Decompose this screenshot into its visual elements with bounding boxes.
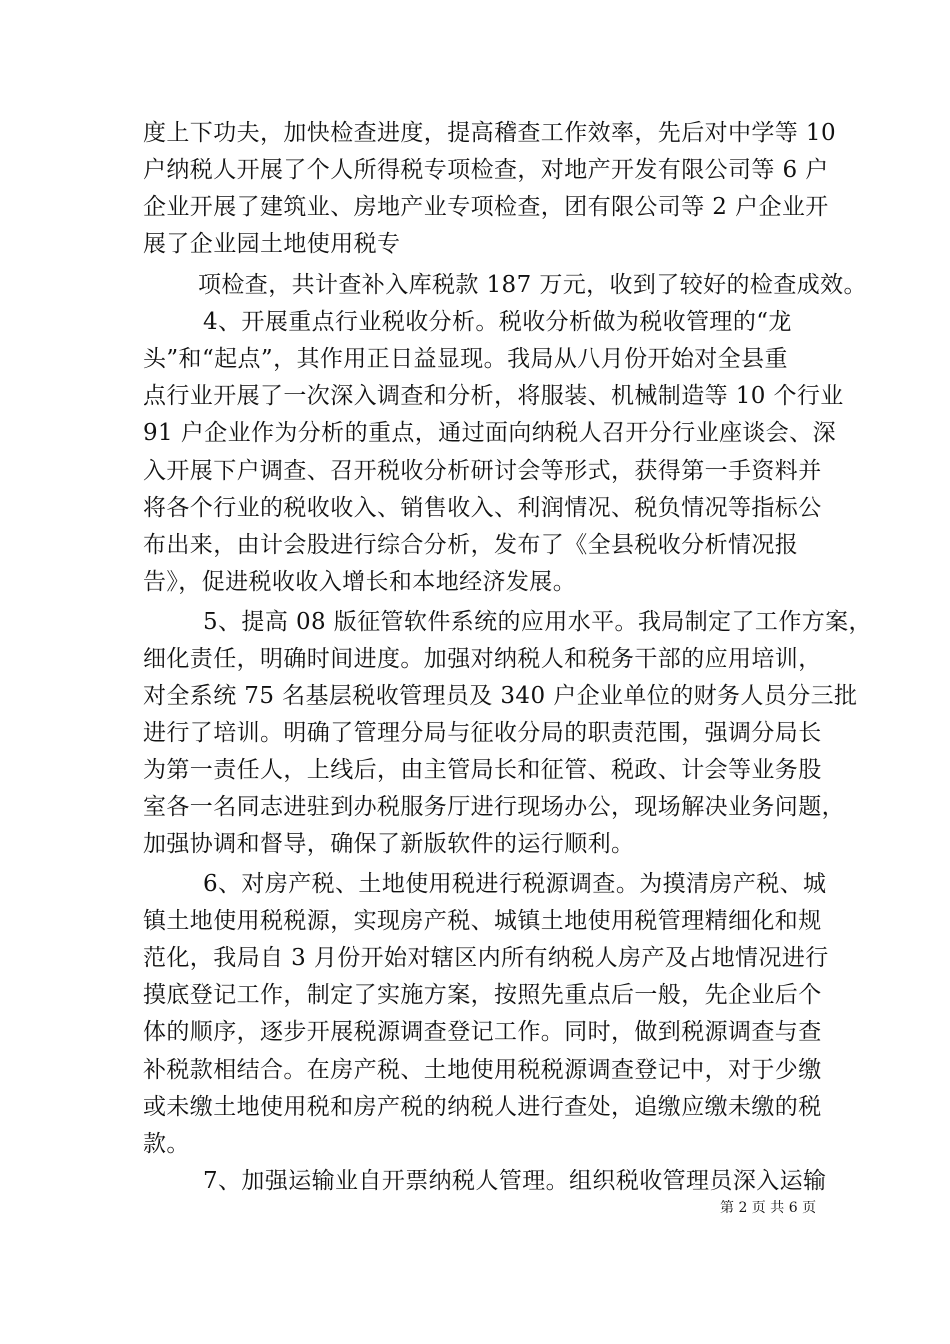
text-line: 室各一名同志进驻到办税服务厅进行现场办公，现场解决业务问题， [143, 794, 845, 821]
text-line: 户纳税人开展了个人所得税专项检查，对地产开发有限公司等 6 户 [143, 157, 829, 184]
text-line: 对全系统 75 名基层税收管理员及 340 户企业单位的财务人员分三批 [143, 682, 858, 709]
text-line: 91 户企业作为分析的重点，通过面向纳税人召开分行业座谈会、深 [143, 420, 836, 447]
text-line: 进行了培训。明确了管理分局与征收分局的职责范围，强调分局长 [143, 719, 822, 746]
text-line: 头”和“起点”，其作用正日益显现。我局从八月份开始对全县重 [143, 346, 788, 373]
text-line: 项检查，共计查补入库税款 187 万元，收到了较好的检查成效。 [198, 271, 867, 298]
text-line: 款。 [143, 1130, 190, 1157]
text-line: 将各个行业的税收收入、销售收入、利润情况、税负情况等指标公 [143, 494, 822, 521]
text-line: 范化，我局自 3 月份开始对辖区内所有纳税人房产及占地情况进行 [143, 945, 829, 972]
text-line: 展了企业园土地使用税专 [143, 231, 401, 258]
text-line: 布出来，由计会股进行综合分析，发布了《全县税收分析情况报 [143, 531, 799, 558]
text-line: 点行业开展了一次深入调查和分析，将服装、机械制造等 10 个行业 [143, 383, 844, 410]
text-line: 5、提高 08 版征管软件系统的应用水平。我局制定了工作方案， [203, 608, 872, 635]
text-line: 补税款相结合。在房产税、土地使用税税源调查登记中，对于少缴 [143, 1056, 822, 1083]
text-line: 摸底登记工作，制定了实施方案，按照先重点后一般，先企业后个 [143, 982, 822, 1009]
text-line: 7、加强运输业自开票纳税人管理。组织税收管理员深入运输 [203, 1168, 827, 1194]
text-line: 6、对房产税、土地使用税进行税源调查。为摸清房产税、城 [203, 870, 827, 897]
text-line: 度上下功夫，加快检查进度，提高稽查工作效率，先后对中学等 10 [143, 120, 836, 146]
text-line: 加强协调和督导，确保了新版软件的运行顺利。 [143, 831, 635, 858]
text-line: 4、开展重点行业税收分析。税收分析做为税收管理的“龙 [203, 308, 792, 335]
text-line: 企业开展了建筑业、房地产业专项检查，团有限公司等 2 户企业开 [143, 194, 829, 221]
text-line: 细化责任，明确时间进度。加强对纳税人和税务干部的应用培训， [143, 645, 822, 672]
text-line: 体的顺序，逐步开展税源调查登记工作。同时，做到税源调查与查 [143, 1019, 822, 1046]
text-line: 或未缴土地使用税和房产税的纳税人进行查处，追缴应缴未缴的税 [143, 1093, 822, 1120]
text-line: 告》，促进税收收入增长和本地经济发展。 [143, 568, 577, 595]
text-line: 入开展下户调查、召开税收分析研讨会等形式，获得第一手资料并 [143, 457, 822, 484]
text-line: 为第一责任人，上线后，由主管局长和征管、税政、计会等业务股 [143, 757, 822, 784]
page-number-footer: 第 2 页 共 6 页 [720, 1200, 817, 1216]
text-line: 镇土地使用税税源，实现房产税、城镇土地使用税管理精细化和规 [143, 908, 822, 935]
